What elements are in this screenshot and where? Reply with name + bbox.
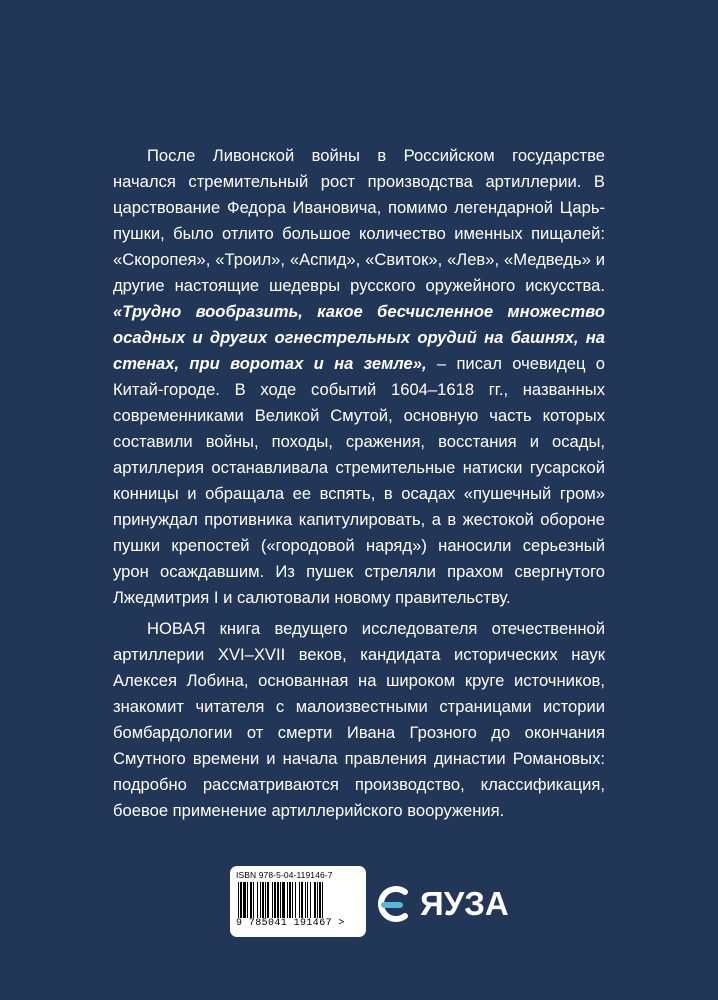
paragraph-1-part-2: – писал очевидец о Китай-городе. В ходе событий 1604–1618 гг., названных современниками Великой Смутой, основную часть которых составили войны, походы, сражения, восстания и осады, артиллерия останавливала стремительные натиски гусарской конницы и обращала ее вспять, в осадах «пушечный гром» принуждал противника капитулировать, а в жестокой обороне пушки крепостей («городовой наряд») наносили серьезный урон осаждавшим. Из пушек стреляли прахом свергнутого Лжедмитрия I и салютовали новому правительству. [113, 354, 605, 607]
isbn-barcode [230, 866, 366, 937]
isbn-label: ISBN 978-5-04-119146-7 [236, 870, 333, 880]
barcode-bars [236, 882, 360, 918]
annotation-text [113, 143, 605, 824]
annotation-paragraph-1 [113, 143, 605, 611]
eyewitness-quote: «Трудно вообразить, какое бесчисленное множество осадных и других огнестрельных орудий на башнях, на стенах, при воротах и на земле», [113, 302, 605, 373]
publisher-logo-text: ЯУЗА [420, 885, 509, 922]
publisher-logo [376, 878, 509, 930]
paragraph-1-part-1: После Ливонской войны в Российском государстве начался стремительный рост производства артиллерии. В царствование Федора Ивановича, помимо легендарной Царь-пушки, было отлито большое количество именных пищалей: «Скоропея», «Троил», «Аспид», «Свиток», «Лев», «Медведь» и другие настоящие шедевры русского оружейного искусства. [113, 146, 605, 295]
annotation-paragraph-2: НОВАЯ книга ведущего исследователя отечественной артиллерии XVI–XVII веков, кандидата исторических наук Алексея Лобина, основанная на широком круге источников, знакомит читателя с малоизвестными страницами истории бомбардологии от смерти Ивана Грозного до окончания Смутного времени и начала правления династии Романовых: подробно рассматриваются производство, классификация, боевое применение артиллерийского вооружения. [113, 619, 605, 820]
barcode-digits: 9 785041 191467 > [236, 918, 345, 929]
